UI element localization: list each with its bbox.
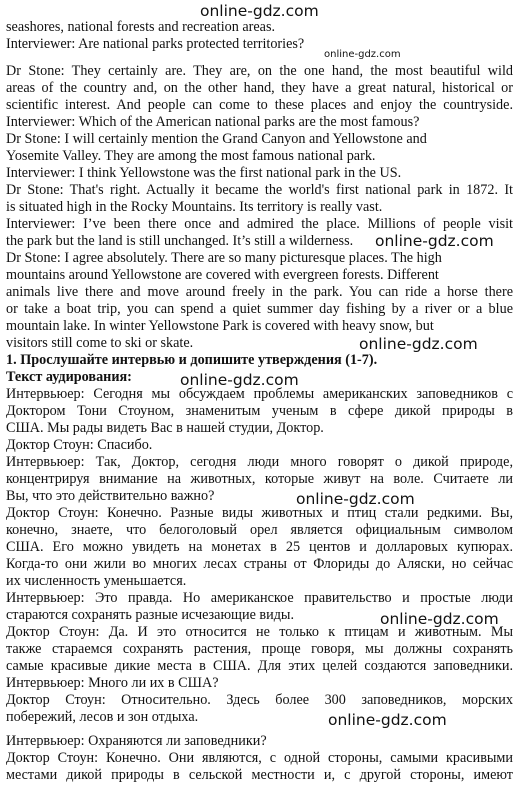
text-line: Доктор Стоун: Спасибо.: [6, 437, 153, 453]
watermark: online-gdz.com: [359, 335, 478, 353]
text-line: Вы, что это действительно важно?: [6, 488, 215, 504]
text-line: конечно, знаете, что белоголовый орел является официальным символом: [6, 522, 513, 538]
text-line: Интервьюер: Много ли их в США?: [6, 675, 219, 691]
text-line: Интервьюер: Охраняются ли заповедники?: [6, 733, 267, 749]
text-line: Доктор Стоун: Да. И это относится не только к птицам и животным. Мы: [6, 624, 513, 640]
text-line: visitors still come to ski or skate.: [6, 335, 194, 351]
text-line: seashores, national forests and recreation areas.: [6, 19, 276, 35]
section-label: Текст аудирования:: [6, 369, 132, 385]
text-line: Interviewer: Are national parks protected territories?: [6, 36, 305, 52]
text-line: Dr Stone: I agree absolutely. There are so many picturesque places. The high: [6, 250, 442, 266]
text-line: Interviewer: I think Yellowstone was the first national park in the US.: [6, 165, 402, 181]
text-line: Доктор Стоун: Конечно. Они являются, с одной стороны, самыми красивыми: [6, 750, 513, 766]
text-line: Интервьюер: Сегодня мы обсуждаем проблемы американских заповедников с: [6, 386, 513, 402]
text-line: Когда-то они жили во многих лесах страны от Флориды до Аляски, но сейчас: [6, 556, 513, 572]
text-line: mountains around Yellowstone are covered with evergreen forests. Different: [6, 267, 439, 283]
watermark: online-gdz.com: [180, 371, 299, 389]
text-line: также стараемся сохранять растения, проще говоря, мы должны сохранять: [6, 641, 513, 657]
text-line: the park but the land is still unchanged. It’s still a wilderness.: [6, 233, 354, 249]
text-line: areas of the country and, on the other hand, they have a great natural, historical or: [6, 80, 513, 96]
text-line: стараются сохранять разные исчезающие виды.: [6, 607, 294, 623]
text-line: их численность уменьшается.: [6, 573, 187, 589]
text-line: Interviewer: I’ve been there once and admired the place. Millions of people visit: [6, 216, 513, 232]
text-line: США. Мы рады видеть Вас в нашей студии, Доктор.: [6, 420, 324, 436]
text-line: Доктор Стоун: Конечно. Разные виды животных и птиц стали редкими. Вы,: [6, 505, 513, 521]
text-line: mountain lake. In winter Yellowstone Park is covered with heavy snow, but: [6, 318, 434, 334]
text-line: Интервьюер: Это правда. Но американское правительство и простые люди: [6, 590, 513, 606]
text-line: Доктором Тони Стоуном, знаменитым ученым в сфере дикой природы в: [6, 403, 513, 419]
text-line: Dr Stone: I will certainly mention the Grand Canyon and Yellowstone and: [6, 131, 427, 147]
text-line: Yosemite Valley. They are among the most famous national park.: [6, 148, 376, 164]
text-line: scientific interest. And people can come to these places and enjoy the countryside.: [6, 97, 513, 113]
text-line: or take a boat trip, you can spend a quiet summer day fishing by a river or a blue: [6, 301, 513, 317]
text-line: Interviewer: Which of the American national parks are the most famous?: [6, 114, 420, 130]
text-line: США. Его можно увидеть на монетах в 25 центов и долларовых купюрах.: [6, 539, 513, 555]
watermark: online-gdz.com: [328, 711, 447, 729]
text-line: самые красивые дикие места в США. Для этих целей создаются заповедники.: [6, 658, 513, 674]
text-line: концентрируя внимание на животных, которые живут на воле. Считаете ли: [6, 471, 513, 487]
watermark: online-gdz.com: [380, 610, 499, 628]
text-line: Интервьюер: Так, Доктор, сегодня люди много говорят о дикой природе,: [6, 454, 513, 470]
text-line: местами дикой природы в сельской местности и, с другой стороны, имеют: [6, 767, 513, 783]
watermark: online-gdz.com: [375, 232, 494, 250]
watermark-inline: online-gdz.com: [324, 49, 401, 60]
text-line: побережий, лесов и зон отдыха.: [6, 709, 199, 725]
text-line: is situated high in the Rocky Mountains. Its territory is really vast.: [6, 199, 383, 215]
text-line: Dr Stone: That's right. Actually it became the world's first national park in 1872. It: [6, 182, 513, 198]
text-line: animals live there and move around freely in the park. You can ride a horse there: [6, 284, 513, 300]
text-line: Dr Stone: They certainly are. They are, on the one hand, the most beautiful wild: [6, 63, 513, 79]
watermark: online-gdz.com: [296, 490, 415, 508]
exercise-heading: 1. Прослушайте интервью и допишите утверждения (1-7).: [6, 352, 378, 368]
watermark-top: online-gdz.com: [200, 2, 319, 20]
text-line: Доктор Стоун: Относительно. Здесь более 300 заповедников, морских: [6, 692, 513, 708]
